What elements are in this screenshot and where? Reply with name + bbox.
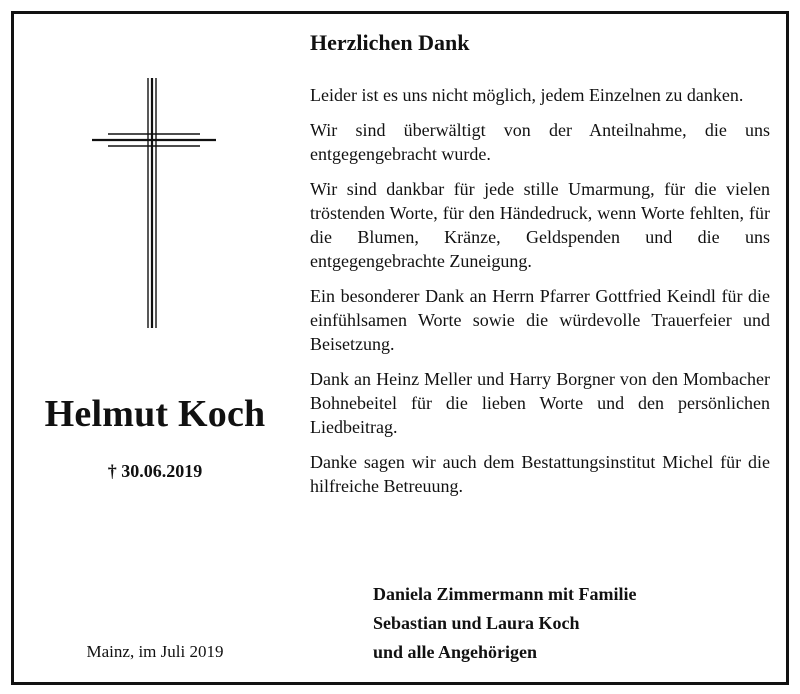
paragraph: Dank an Heinz Meller und Harry Borgner von den Mombacher Bohnebeitel für die lieben Worte und den persönlichen Liedbeitrag. [310, 369, 770, 437]
signature-line: Sebastian und Laura Koch [373, 613, 580, 633]
paragraph: Wir sind dankbar für jede stille Umarmung, für die vielen tröstenden Worte, für den Händedruck, wenn Worte fehlten, für die Blumen, Kränze, Geldspenden und die uns entgegengebrachte Zuneigung. [310, 179, 770, 271]
paragraph: Ein besonderer Dank an Herrn Pfarrer Gottfried Keindl für die einfühlsamen Worte sowie die würdevolle Trauerfeier und Beisetzung. [310, 286, 770, 354]
paragraph: Danke sagen wir auch dem Bestattungsinstitut Michel für die hilfreiche Betreuung. [310, 452, 770, 496]
cross-icon [90, 76, 220, 332]
death-date: † 30.06.2019 [107, 461, 203, 481]
heading: Herzlichen Dank [310, 30, 470, 55]
signature-line: Daniela Zimmermann mit Familie [373, 584, 637, 604]
thanks-text [310, 83, 770, 509]
deceased-name: Helmut Koch [44, 393, 266, 435]
paragraph: Leider ist es uns nicht möglich, jedem Einzelnen zu danken. [310, 85, 744, 105]
place-and-date: Mainz, im Juli 2019 [86, 642, 224, 661]
paragraph: Wir sind überwältigt von der Anteilnahme, die uns entgegengebracht wurde. [310, 120, 770, 164]
signatures [373, 580, 636, 667]
signature-line: und alle Angehörigen [373, 642, 538, 662]
